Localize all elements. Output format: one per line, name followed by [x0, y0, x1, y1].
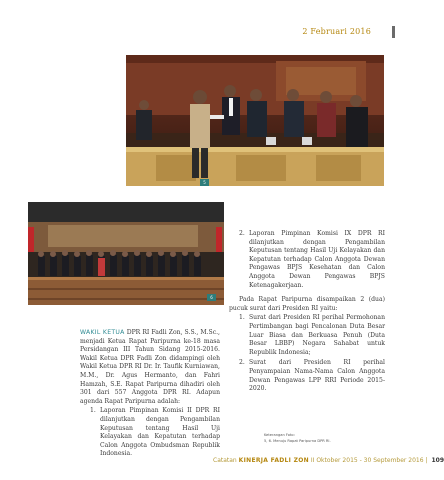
right-column: [229, 230, 385, 396]
agenda-item: [239, 230, 385, 290]
page-number: 109: [431, 457, 444, 464]
agenda-item: [90, 407, 220, 459]
intro-text: DPR RI Fadli Zon, S.S., M.Sc., menjadi Ketua Rapat Paripurna ke-18 masa Persidangan III Tahun Sidang 2015-2016. Wakil Ketua DPR Fadli Zon didampingi oleh Wakil Ketua DPR RI Dr. Ir. Taufik Kurniawan, M.M., Dr. Agus Hermanto, dan Fahri Hamzah, S.E. Rapat Paripurna dihadiri oleh 301 dari 557 Anggota DPR RI. Adapun agenda Rapat Paripurna adalah:: [80, 329, 220, 405]
page-footer: [213, 457, 444, 464]
letter-item: [239, 314, 385, 357]
agenda-item-text: Laporan Pimpinan Komisi IX DPR RI dilanjutkan dengan Pengambilan Keputusan tentang Hasil Uji Kelayakan dan Kepatutan terhadap Calon Anggota Dewan Pengawas BPJS Kesehatan dan Calon Anggota Dewan Pengawas BPJS Ketenagakerjaan.: [249, 230, 385, 289]
ceremony-scene-illustration: [126, 55, 384, 186]
agenda-item-text: Laporan Pimpinan Komisi II DPR RI dilanjutkan dengan Pengambilan Keputusan tentang Hasil Uji Kelayakan dan Kepatutan terhadap Calon Anggota Ombudsman Republik Indonesia.: [100, 407, 220, 458]
photo-number-tag: 5: [200, 179, 209, 186]
page-date: 2 Februari 2016: [302, 27, 371, 36]
caption-title: Keterangan Foto:: [264, 433, 295, 437]
left-column: [80, 329, 220, 461]
list-number: 2.: [239, 359, 245, 367]
plenary-hall-illustration: [28, 202, 224, 305]
caption-line: 5, 6. Menuju Rapat Paripurna DPR RI.: [264, 439, 331, 443]
date-bar: [392, 26, 395, 38]
list-number: 1.: [239, 314, 245, 322]
paragraph: Pada Rapat Paripurna disampaikan 2 (dua) pucuk surat dari Presiden RI yaitu:: [229, 296, 385, 312]
highlight-label: WAKIL KETUA: [80, 329, 125, 336]
photo-number-tag: 6: [207, 294, 216, 301]
footer-title: KINERJA FADLI ZON: [238, 457, 309, 464]
letter-item: [239, 359, 385, 393]
list-number: 1.: [90, 407, 96, 415]
photo-plenary-hall: [28, 202, 224, 305]
intro-paragraph: [80, 329, 220, 406]
footer-prefix: Catatan: [213, 457, 239, 464]
photo-ceremony: [126, 55, 384, 186]
letter-item-text: Surat dari Presiden RI perihal Penyampaian Nama-Nama Calon Anggota Dewan Pengawas LPP RRI Periode 2015-2020.: [249, 359, 385, 393]
list-number: 2.: [239, 230, 245, 237]
footer-period: II Oktober 2015 - 30 September 2016 |: [308, 457, 428, 464]
photo-caption: [264, 432, 394, 444]
letter-item-text: Surat dari Presiden RI perihal Permohonan Pertimbangan bagi Pencalonan Duta Besar Luar Biasa dan Berkuasa Penuh (Duta Besar LBBP) Negara Sahabat untuk Republik Indonesia;: [249, 314, 385, 356]
